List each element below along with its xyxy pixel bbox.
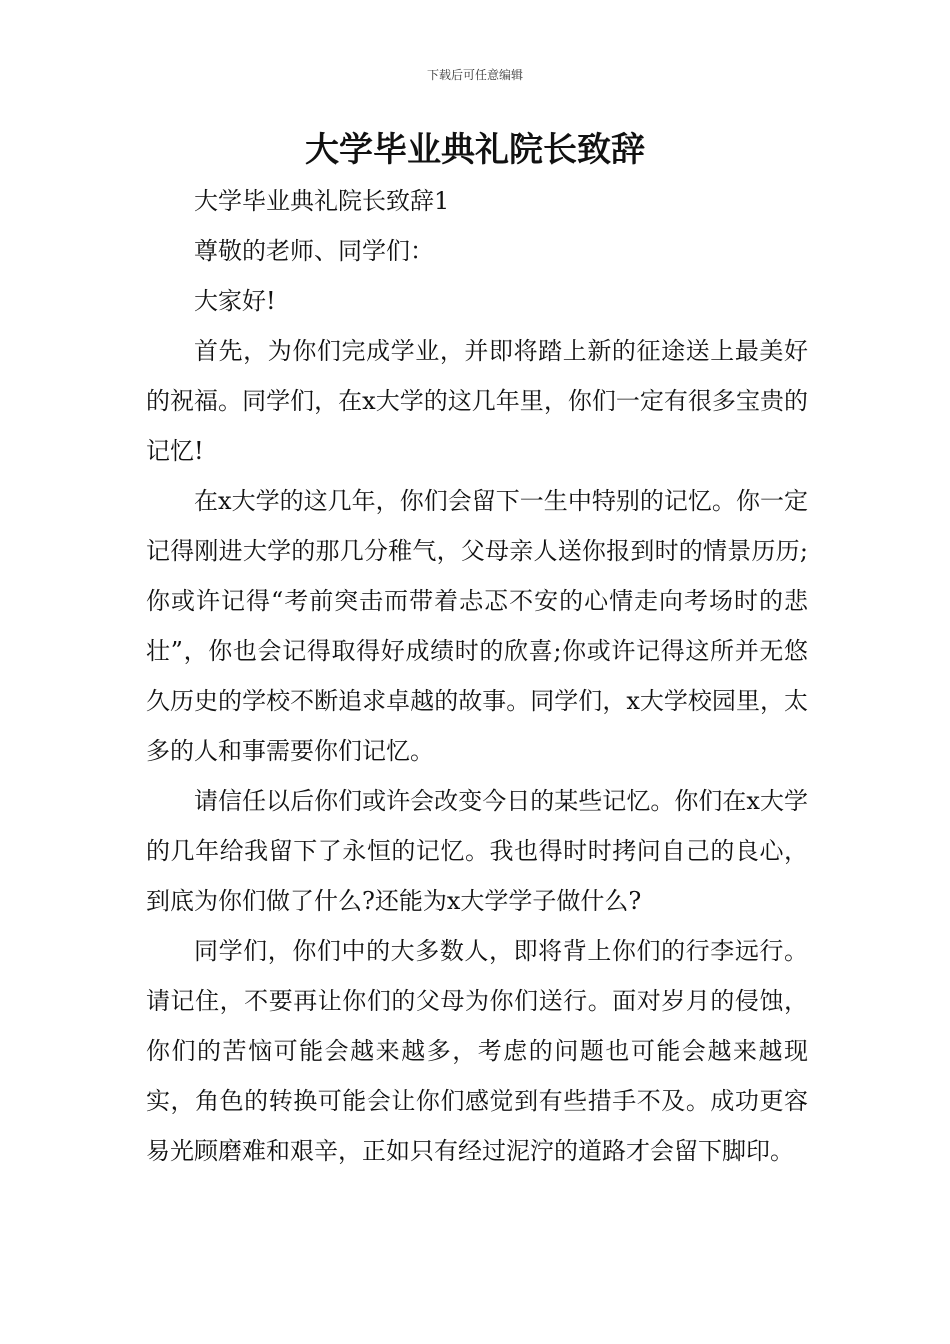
paragraph-subtitle: 大学毕业典礼院长致辞1: [194, 187, 450, 215]
paragraph: 请信任以后你们或许会改变今日的某些记忆。你们在x大学的几年给我留下了永恒的记忆。我也得时时拷问自己的良心，到底为你们做了什么?还能为x大学学子做什么?: [146, 787, 808, 915]
document-title: 大学毕业典礼院长致辞: [305, 130, 645, 170]
header-note: 下载后可任意编辑: [426, 68, 523, 82]
paragraph-salutation: 尊敬的老师、同学们：: [194, 237, 434, 265]
paragraph: 同学们，你们中的大多数人，即将背上你们的行李远行。请记住，不要再让你们的父母为你们送行。面对岁月的侵蚀，你们的苦恼可能会越来越多，考虑的问题也可能会越来越现实，角色的转换可能会让你们感觉到有些措手不及。成功更容易光顾磨难和艰辛，正如只有经过泥泞的道路才会留下脚印。: [146, 937, 808, 1165]
paragraph: 在x大学的这几年，你们会留下一生中特别的记忆。你一定记得刚进大学的那几分稚气，父母亲人送你报到时的情景历历;你或许记得“考前突击而带着忐忑不安的心情走向考场时的悲壮”，你也会记得取得好成绩时的欣喜;你或许记得这所并无悠久历史的学校不断追求卓越的故事。同学们，x大学校园里，太多的人和事需要你们记忆。: [146, 487, 808, 765]
paragraph-greeting: 大家好!: [194, 287, 276, 315]
paragraph: 首先，为你们完成学业，并即将踏上新的征途送上最美好的祝福。同学们，在x大学的这几年里，你们一定有很多宝贵的记忆!: [146, 337, 808, 465]
document-body: [146, 176, 808, 1176]
